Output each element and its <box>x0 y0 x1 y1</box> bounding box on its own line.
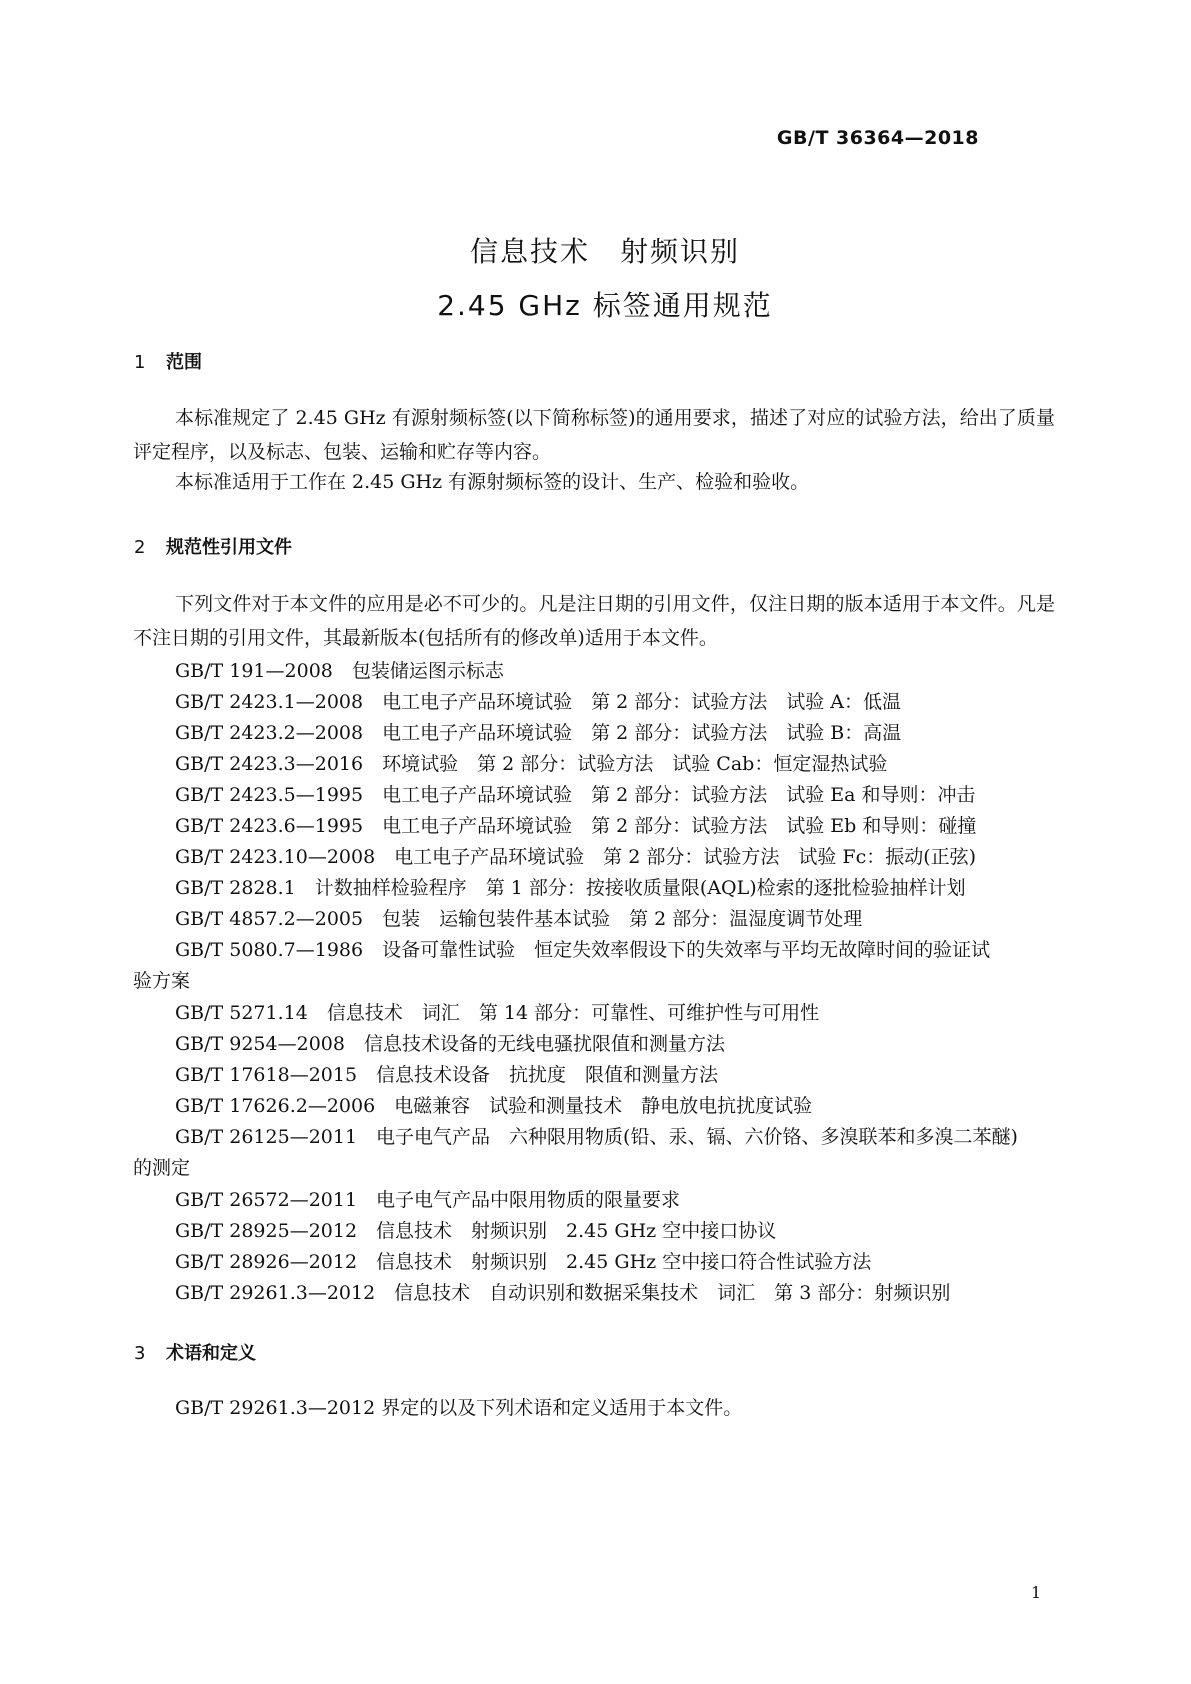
reference-item: GB/T 17618—2015 信息技术设备 抗扰度 限值和测量方法 <box>175 1064 719 1086</box>
section-number: 1 <box>134 352 146 373</box>
reference-item: GB/T 26572—2011 电子电气产品中限用物质的限量要求 <box>175 1189 681 1211</box>
reference-item: GB/T 2423.10—2008 电工电子产品环境试验 第 2 部分：试验方法 试验 Fc：振动(正弦) <box>175 846 977 868</box>
section-1-paragraph-1: 本标准规定了 2.45 GHz 有源射频标签(以下简称标签)的通用要求，描述了对应的试验方法，给出了质量评定程序，以及标志、包装、运输和贮存等内容。 <box>133 407 1055 463</box>
reference-item: GB/T 2423.2—2008 电工电子产品环境试验 第 2 部分：试验方法 试验 B：高温 <box>175 722 902 744</box>
section-number: 2 <box>134 537 146 558</box>
section-number: 3 <box>134 1343 146 1364</box>
reference-item: GB/T 28925—2012 信息技术 射频识别 2.45 GHz 空中接口协议 <box>175 1220 777 1242</box>
reference-item-continuation: 验方案 <box>133 970 191 992</box>
reference-item: GB/T 28926—2012 信息技术 射频识别 2.45 GHz 空中接口符合性试验方法 <box>175 1251 872 1273</box>
reference-item: GB/T 2423.6—1995 电工电子产品环境试验 第 2 部分：试验方法 试验 Eb 和导则：碰撞 <box>175 815 977 837</box>
reference-item: GB/T 2828.1 计数抽样检验程序 第 1 部分：按接收质量限(AQL)检索的逐批检验抽样计划 <box>175 877 966 899</box>
reference-item-continuation: 的测定 <box>133 1157 191 1179</box>
title-line-2: 2.45 GHz 标签通用规范 <box>437 289 773 322</box>
reference-item: GB/T 17626.2—2006 电磁兼容 试验和测量技术 静电放电抗扰度试验 <box>175 1095 813 1117</box>
section-1-paragraph-2: 本标准适用于工作在 2.45 GHz 有源射频标签的设计、生产、检验和验收。 <box>175 471 810 493</box>
section-2-heading <box>134 533 292 559</box>
standard-code: GB/T 36364—2018 <box>776 127 979 149</box>
reference-item: GB/T 5080.7—1986 设备可靠性试验 恒定失效率假设下的失效率与平均无故障时间的验证试 <box>175 939 991 961</box>
section-2-intro: 下列文件对于本文件的应用是必不可少的。凡是注日期的引用文件，仅注日期的版本适用于本文件。凡是不注日期的引用文件，其最新版本(包括所有的修改单)适用于本文件。 <box>133 593 1055 649</box>
reference-item: GB/T 9254—2008 信息技术设备的无线电骚扰限值和测量方法 <box>175 1033 725 1055</box>
reference-item: GB/T 26125—2011 电子电气产品 六种限用物质(铅、汞、镉、六价铬、多溴联苯和多溴二苯醚) <box>175 1126 1018 1148</box>
section-1-heading <box>134 348 202 374</box>
title-line-1: 信息技术 射频识别 <box>469 235 740 268</box>
reference-item: GB/T 5271.14 信息技术 词汇 第 14 部分：可靠性、可维护性与可用性 <box>175 1002 820 1024</box>
page-number: 1 <box>1031 1583 1042 1602</box>
section-3-heading <box>134 1339 256 1365</box>
section-title: 范围 <box>166 352 202 373</box>
section-3-paragraph-1: GB/T 29261.3—2012 界定的以及下列术语和定义适用于本文件。 <box>175 1397 743 1419</box>
reference-item: GB/T 2423.1—2008 电工电子产品环境试验 第 2 部分：试验方法 试验 A：低温 <box>175 691 902 713</box>
section-title: 规范性引用文件 <box>166 537 292 558</box>
section-title: 术语和定义 <box>166 1343 256 1364</box>
reference-item: GB/T 191—2008 包装储运图示标志 <box>175 660 504 682</box>
reference-item: GB/T 2423.5—1995 电工电子产品环境试验 第 2 部分：试验方法 试验 Ea 和导则：冲击 <box>175 784 976 806</box>
reference-item: GB/T 29261.3—2012 信息技术 自动识别和数据采集技术 词汇 第 3 部分：射频识别 <box>175 1282 951 1304</box>
reference-item: GB/T 4857.2—2005 包装 运输包装件基本试验 第 2 部分：温湿度调节处理 <box>175 908 863 930</box>
reference-item: GB/T 2423.3—2016 环境试验 第 2 部分：试验方法 试验 Cab：恒定湿热试验 <box>175 753 888 775</box>
